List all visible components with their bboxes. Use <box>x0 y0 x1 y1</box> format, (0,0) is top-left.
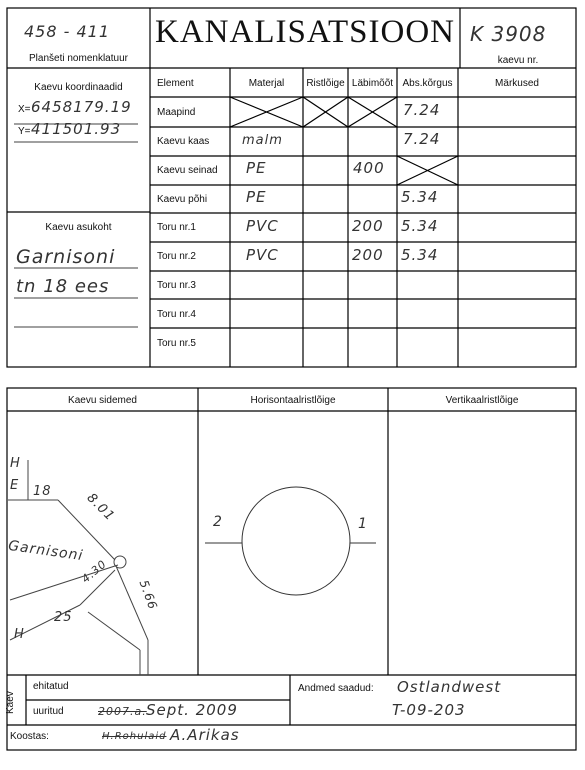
location-label: Kaevu asukoht <box>45 222 112 233</box>
tie-h-top: H <box>10 456 21 471</box>
author-label: Koostas: <box>10 731 49 742</box>
nomenclature-value: 458 - 411 <box>24 22 111 41</box>
well-number-value: K 3908 <box>470 22 547 46</box>
col-header-diameter: Läbimõõt <box>351 78 394 89</box>
surveyed-struck: 2007.a. <box>98 705 147 718</box>
y-prefix: Y= <box>18 126 31 137</box>
col-header-material: Materjal <box>248 78 285 89</box>
row-material: PE <box>246 188 267 206</box>
tie-4-30: 4.30 <box>79 557 110 586</box>
sketch-col-horizontal: Horisontaalristlõige <box>250 395 336 406</box>
surveyed-value: Sept. 2009 <box>146 701 238 719</box>
row-material: PVC <box>246 246 279 264</box>
row-diameter: 200 <box>352 217 384 235</box>
col-header-remarks: Märkused <box>495 78 539 89</box>
row-element: Kaevu kaas <box>157 136 210 147</box>
surveyed-label: uuritud <box>33 706 64 717</box>
row-element: Kaevu seinad <box>157 165 218 176</box>
row-abs-height: 7.24 <box>403 130 441 148</box>
row-element: Toru nr.2 <box>157 251 196 262</box>
x-prefix: X= <box>18 104 31 115</box>
y-coordinate-value: 411501.93 <box>31 120 122 138</box>
tie-5-66: 5.66 <box>136 578 161 612</box>
row-abs-height: 7.24 <box>403 101 441 119</box>
kaev-label: Kaev <box>5 691 16 714</box>
data-source-value-2: T-09-203 <box>392 701 466 719</box>
row-element: Maapind <box>157 107 196 118</box>
tie-e: E <box>10 478 20 493</box>
col-header-cross-section: Ristlõige <box>306 78 345 89</box>
row-diameter: 400 <box>353 159 385 177</box>
row-element: Toru nr.5 <box>157 338 196 349</box>
built-label: ehitatud <box>33 681 69 692</box>
page-title: KANALISATSIOON <box>155 14 455 50</box>
data-source-value-1: Ostlandwest <box>397 678 502 696</box>
location-line-2: tn 18 ees <box>16 276 110 297</box>
row-element: Toru nr.1 <box>157 222 196 233</box>
location-line-1: Garnisoni <box>16 246 116 268</box>
pipe-2-label: 2 <box>213 514 223 530</box>
sketch-col-vertical: Vertikaalristlõige <box>445 395 519 406</box>
col-header-abs-height: Abs.kõrgus <box>402 78 453 89</box>
tie-street: Garnisoni <box>7 537 85 565</box>
row-material: PVC <box>246 217 279 235</box>
pipe-1-label: 1 <box>358 516 368 532</box>
coordinates-label: Kaevu koordinaadid <box>34 82 123 93</box>
author-struck: H.Rohulaid <box>102 731 167 742</box>
sketch-col-ties: Kaevu sidemed <box>68 395 137 406</box>
tie-25: 25 <box>54 610 73 625</box>
row-element: Kaevu põhi <box>157 194 208 205</box>
row-element: Toru nr.4 <box>157 309 196 320</box>
tie-18: 18 <box>33 484 52 499</box>
nomenclature-label: Planšeti nomenklatuur <box>29 53 128 64</box>
row-abs-height: 5.34 <box>401 246 439 264</box>
row-abs-height: 5.34 <box>401 217 439 235</box>
row-element: Toru nr.3 <box>157 280 196 291</box>
col-header-element: Element <box>157 78 194 89</box>
data-source-label: Andmed saadud: <box>298 683 374 694</box>
tie-8-01: 8.01 <box>83 490 118 525</box>
author-value: A.Arikas <box>170 726 240 744</box>
row-diameter: 200 <box>352 246 384 264</box>
row-abs-height: 5.34 <box>401 188 439 206</box>
tie-h-bottom: H <box>14 627 25 642</box>
row-material: malm <box>242 133 283 148</box>
row-material: PE <box>246 159 267 177</box>
well-number-label: kaevu nr. <box>497 55 539 66</box>
x-coordinate-value: 6458179.19 <box>31 98 132 116</box>
